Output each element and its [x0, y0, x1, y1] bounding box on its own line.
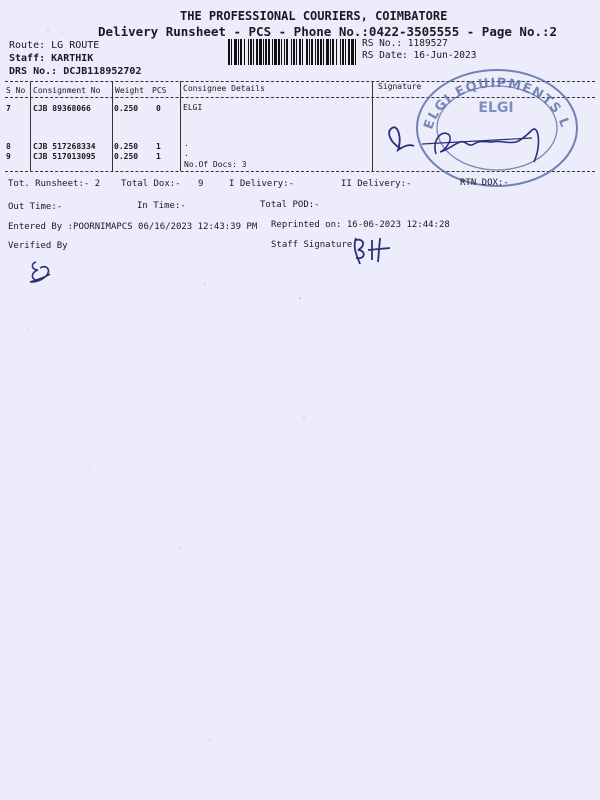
row-sno: 8: [6, 142, 11, 151]
row-pcs: 1: [156, 142, 161, 151]
row-weight: 0.250: [114, 152, 139, 161]
reprinted-on: Reprinted on: 16-06-2023 12:44:28: [271, 220, 450, 230]
row-sno: 9: [6, 152, 11, 161]
col-header-pcs: PCS: [152, 86, 167, 95]
total-runsheet: Tot. Runsheet:- 2: [8, 179, 101, 189]
rs-no-label: RS No.:: [362, 38, 403, 49]
staff-value: KARTHIK: [51, 53, 94, 64]
company-name: THE PROFESSIONAL COURIERS, COIMBATORE: [180, 9, 448, 23]
first-delivery: I Delivery:-: [229, 179, 295, 189]
row-consignment: CJB 517268334: [33, 142, 96, 151]
drs-label: DRS No.:: [9, 66, 58, 77]
out-time: Out Time:-: [8, 202, 63, 212]
col-header-weight: Weight: [115, 86, 144, 95]
total-pod: Total POD:-: [260, 200, 320, 210]
return-dox: RTN DOX:-: [460, 178, 509, 188]
row-consignee: .: [184, 149, 189, 158]
stamp-center-text: ELGI: [478, 100, 514, 116]
second-delivery: II Delivery:-: [341, 179, 412, 189]
stamp-ring-text: ELGI EQUIPMENTS LIMITED: [404, 55, 573, 132]
row-sno: 7: [6, 104, 11, 113]
col-header-sno: S No: [6, 86, 26, 95]
row-weight: 0.250: [114, 104, 139, 113]
verified-by: Verified By: [8, 241, 68, 251]
row-consignment: CJB 89368066: [33, 104, 91, 113]
runsheet-title: Delivery Runsheet - PCS - Phone No.:0422-3505555 - Page No.:2: [98, 24, 558, 39]
row-consignee: ELGI: [183, 103, 203, 112]
rs-date-label: RS Date:: [362, 50, 408, 61]
col-header-consignment: Consignment No: [33, 86, 101, 95]
route-label: Route:: [9, 40, 46, 51]
rs-no-value: 1189527: [407, 38, 448, 49]
in-time: In Time:-: [137, 201, 186, 211]
row-consignment: CJB 517013095: [33, 152, 96, 161]
total-dox-label: Total Dox:-: [121, 179, 181, 189]
row-pcs: 0: [156, 104, 161, 113]
row-weight: 0.250: [114, 142, 139, 151]
docs-count: No.Of Docs: 3: [184, 160, 247, 169]
drs-value: DCJB118952702: [63, 66, 142, 77]
row-consignee: .: [184, 139, 189, 148]
staff-signature-label: Staff Signature: [271, 240, 353, 250]
entered-by: Entered By :POORNIMAPCS 06/16/2023 12:43:39 PM: [8, 222, 258, 232]
total-dox-value: 9: [198, 179, 204, 189]
rs-date-value: 16-Jun-2023: [413, 50, 477, 61]
staff-label: Staff:: [9, 53, 46, 64]
route-value: LG ROUTE: [51, 40, 100, 51]
col-header-consignee: Consignee Details: [183, 84, 265, 93]
col-header-signature: Signature: [378, 82, 422, 91]
row-pcs: 1: [156, 152, 161, 161]
